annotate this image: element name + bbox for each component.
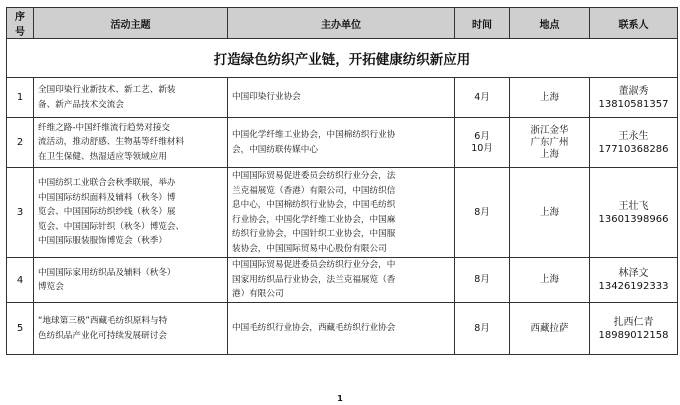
event-organizer-line: 息中心，中国棉纺织行业协会，中国毛纺织 [232,200,396,210]
event-time-line: 4月 [474,91,490,103]
contact-name: 林泽文 [618,268,649,279]
event-topic-line: 流活动，推动舒感、生物基等纤维材料 [38,137,185,148]
event-place [510,168,590,258]
header-topic: 活动主题 [34,8,228,39]
event-place-line: 上海 [539,148,559,160]
event-contact [590,78,678,118]
event-topic-line: 纤维之路-中国纤维流行趋势对接交 [38,122,171,133]
contact-phone: 13810581357 [598,98,669,110]
event-organizer [228,258,455,303]
contact-phone: 13426192333 [598,281,669,292]
event-place-line: 上海 [539,91,559,103]
row-number: 1 [7,78,34,118]
page-number: 1 [337,394,343,403]
contact-name: 扎西仁青 [613,316,654,328]
contact-phone: 17710368286 [598,143,669,155]
event-place-line: 浙江金华 [530,124,569,136]
event-time [455,303,510,355]
event-organizer [228,78,455,118]
event-organizer [228,303,455,355]
event-organizer-line: 行业协会，中国化学纤维工业协会，中国麻 [232,214,396,225]
event-organizer-line: 国家用纺织品行业协会，法兰克福展览（香 [232,274,396,285]
header-place: 地点 [510,8,590,39]
row-number: 4 [7,258,34,303]
contact-phone: 13601398966 [598,213,669,225]
event-time [455,168,510,258]
event-topic-line: 全国印染行业新技术、新工艺、新装 [38,85,176,95]
event-place-line: 上海 [539,206,559,218]
event-topic-line: 中国国际服装服饰博览会（秋季） [38,236,167,247]
event-organizer-line: 中国国际贸易促进委员会纺织行业分会，法 [232,171,396,181]
event-topic-line: 中国国际家用纺织品及辅料（秋冬） [38,267,176,278]
event-contact [590,168,678,258]
event-time [455,118,510,168]
row-number: 2 [7,118,34,168]
section-title: 打造绿色纺织产业链，开拓健康纺织新应用 [7,39,678,78]
table-row [7,168,678,258]
event-topic-line: 览会、中国国际纺织纱线（秋冬）展 [38,207,176,218]
event-topic [34,258,228,303]
event-topic-line: 备、新产品技术交流会 [38,99,124,110]
event-time-line: 8月 [474,322,490,334]
event-topic-line: “地球第三极”西藏毛纺织原料与特 [38,316,168,326]
header-contact: 联系人 [590,8,678,39]
contact-name: 王壮飞 [618,200,649,212]
event-organizer-line: 会，中国纺联传媒中心 [232,144,318,155]
event-topic [34,118,228,168]
table-header-row [7,8,678,39]
event-time-line: 10月 [471,142,493,154]
event-topic-line: 览会、中国国际针织（秋冬）博览会、 [38,221,185,232]
event-place [510,303,590,355]
section-row [7,39,678,78]
table-row [7,258,678,303]
event-organizer-line: 装协会，中国国际贸易中心股份有限公司 [232,243,387,254]
event-time [455,258,510,303]
row-number: 5 [7,303,34,355]
event-place-line: 上海 [539,274,559,285]
event-topic-line: 在卫生保健、热湿适应等领域应用 [38,151,167,162]
event-contact [590,118,678,168]
event-organizer-line: 纺织行业协会，中国针织工业协会，中国服 [232,229,396,239]
event-time-line: 8月 [474,274,490,285]
row-number: 3 [7,168,34,258]
event-contact [590,303,678,355]
event-topic [34,78,228,118]
table-row [7,303,678,355]
event-topic-line: 中国纺织工业联合会秋季联展，举办 [38,178,176,189]
event-time [455,78,510,118]
event-organizer-line: 港）有限公司 [232,289,284,300]
event-place [510,258,590,303]
event-topic-line: 博览会 [38,282,64,292]
event-organizer-line: 中国毛纺织行业协会，西藏毛纺织行业协会 [232,323,396,334]
event-place-line: 西藏拉萨 [530,322,569,334]
contact-phone: 18989012158 [598,329,669,341]
contact-name: 王永生 [618,130,649,142]
event-organizer [228,118,455,168]
header-time: 时间 [455,8,510,39]
event-place-line: 广东广州 [530,136,569,148]
event-organizer-line: 中国国际贸易促进委员会纺织行业分会，中 [232,260,396,271]
event-topic-line: 色纺织品产业化可持续发展研讨会 [38,330,167,341]
event-time-line: 6月 [474,130,490,142]
event-organizer-line: 兰克福展览（香港）有限公司，中国纺织信 [232,185,396,196]
event-organizer [228,168,455,258]
event-organizer-line: 中国化学纤维工业协会，中国棉纺织行业协 [232,130,396,140]
table-row [7,78,678,118]
contact-name: 董淑秀 [618,85,649,97]
event-organizer-line: 中国印染行业协会 [232,92,301,103]
event-place [510,78,590,118]
events-table [6,7,678,355]
event-contact [590,258,678,303]
header-no: 序号 [7,8,34,39]
event-topic [34,168,228,258]
table-row [7,118,678,168]
header-organizer: 主办单位 [228,8,455,39]
event-place [510,118,590,168]
event-topic [34,303,228,355]
event-time-line: 8月 [474,206,490,218]
event-topic-line: 中国国际纺织面料及辅料（秋冬）博 [38,192,176,203]
